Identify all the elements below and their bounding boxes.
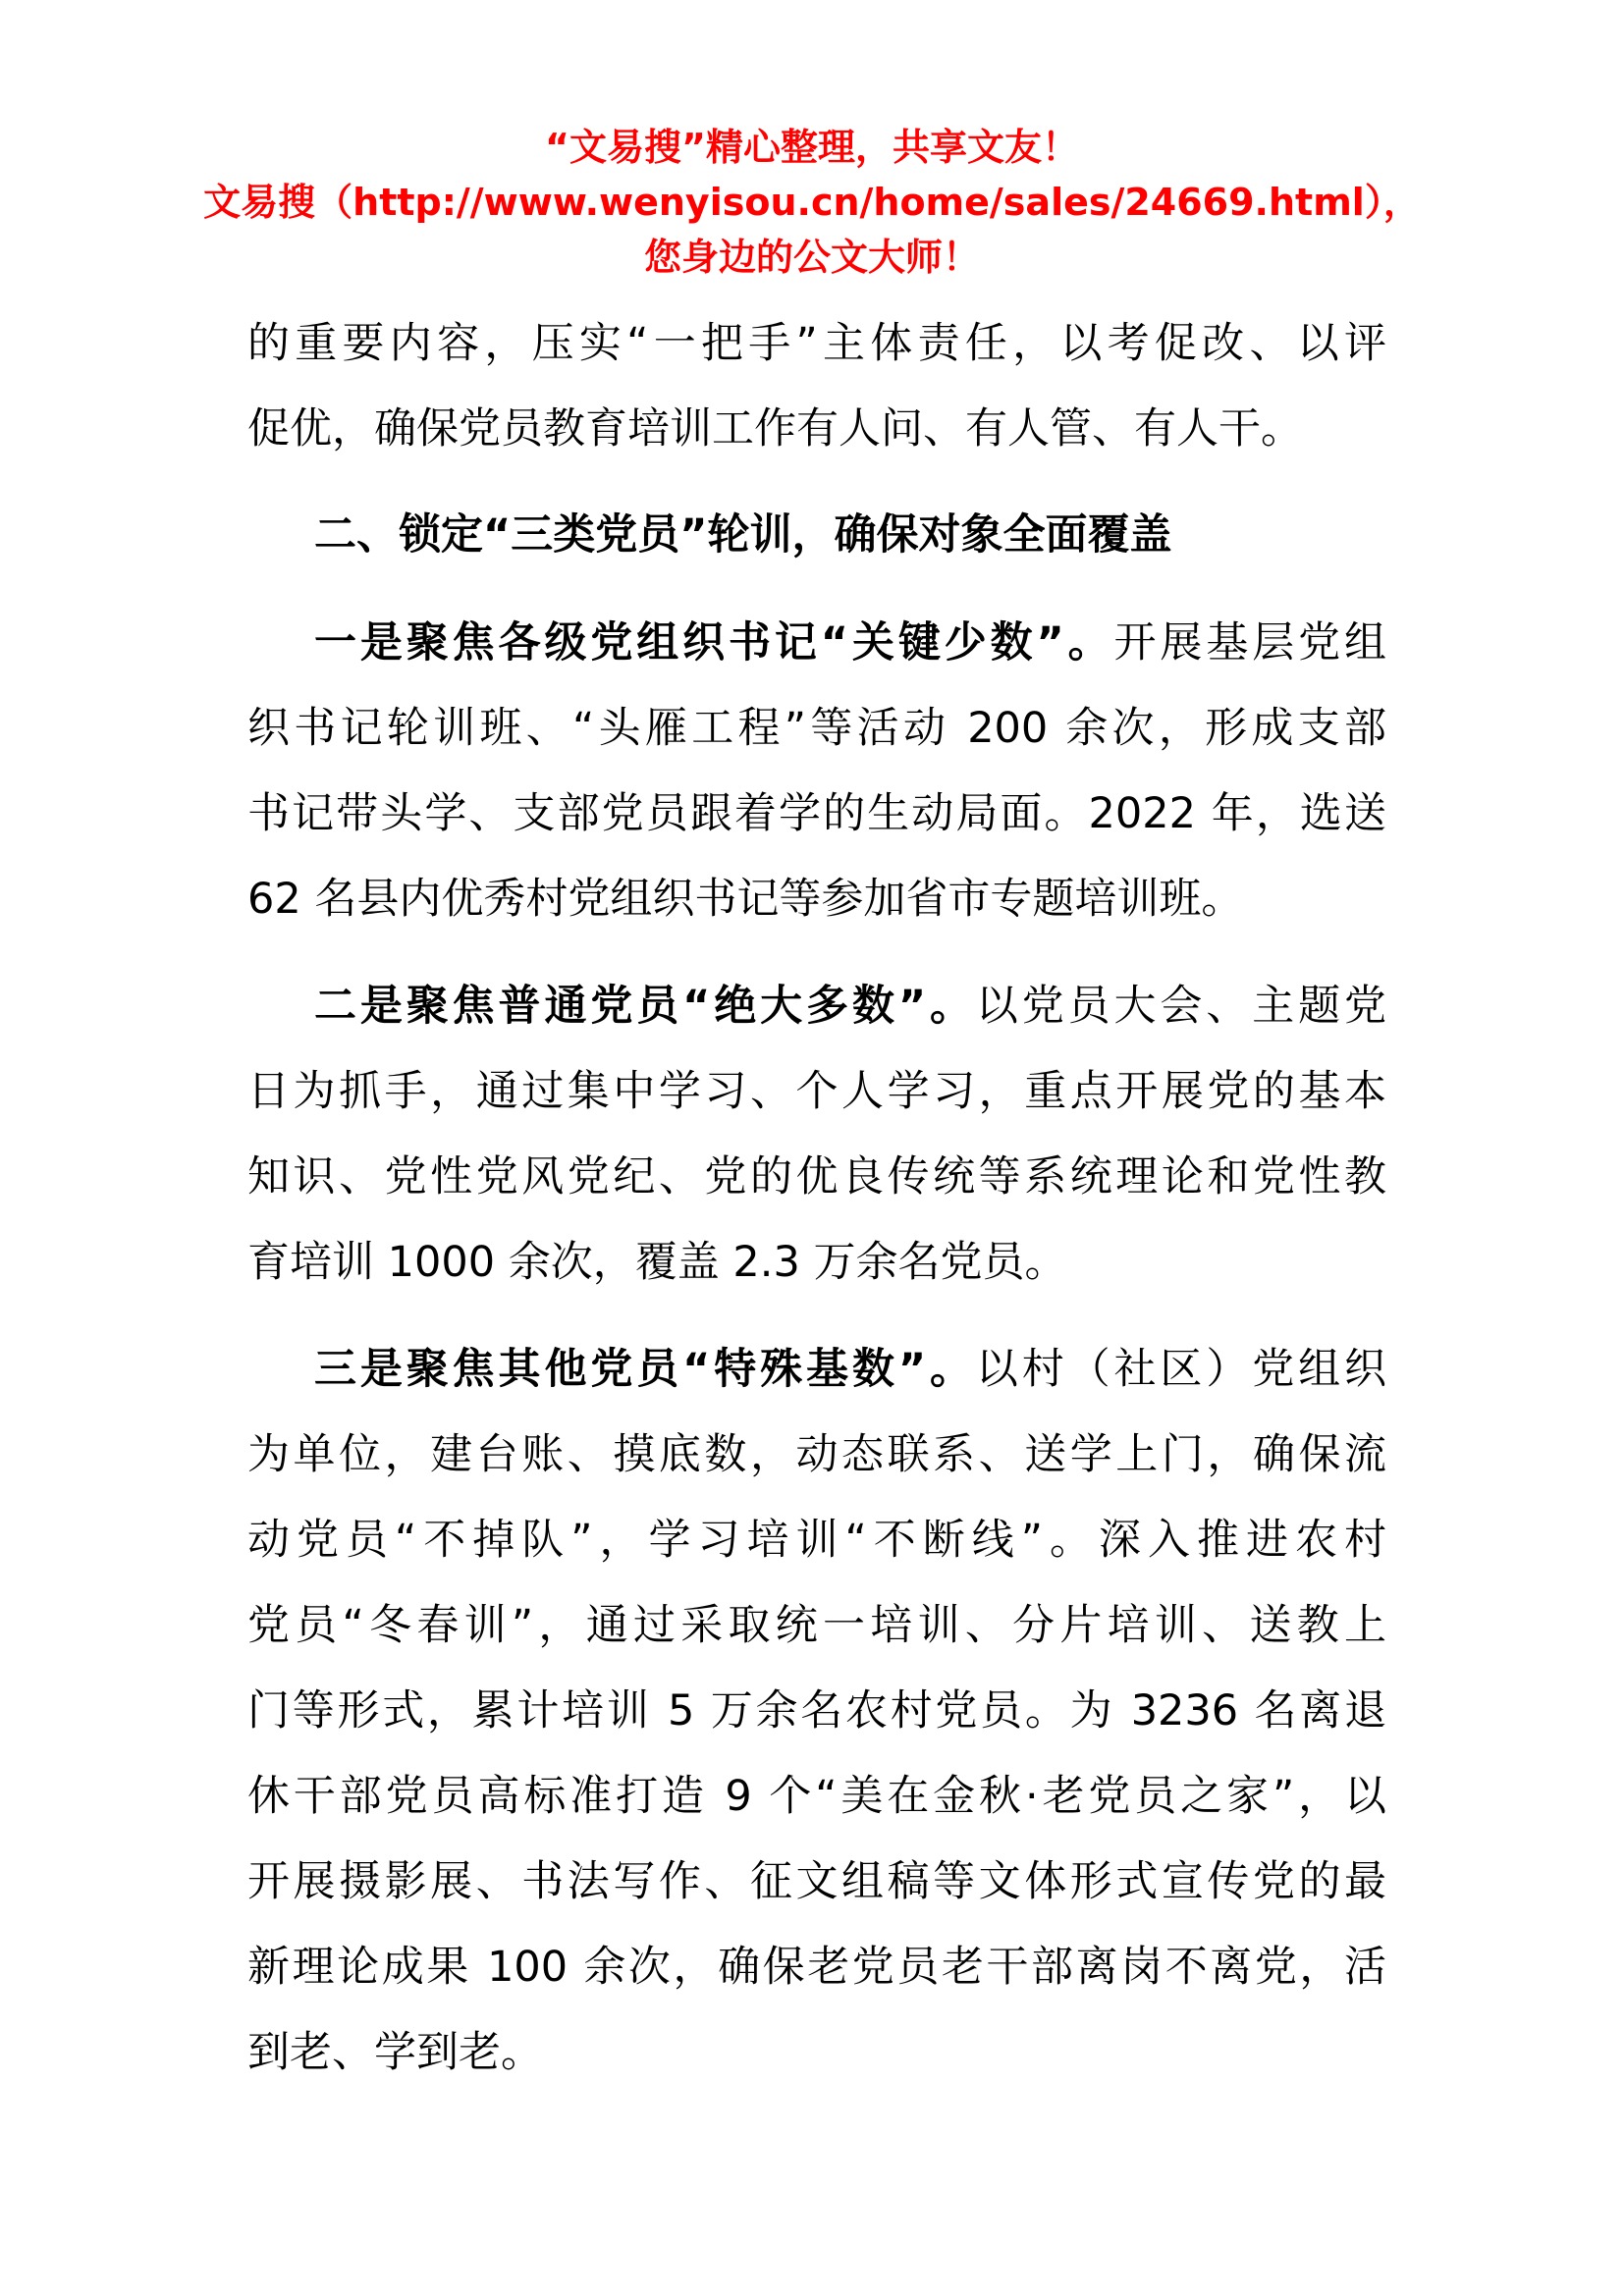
text-line: 促优，确保党员教育培训工作有人问、有人管、有人干。 — [247, 404, 1303, 454]
lead-bold: 一是聚焦各级党组织书记“关键少数”。 — [314, 618, 1114, 667]
text-line: 知识、党性党风党纪、党的优良传统等系统理论和党性教 — [247, 1152, 1386, 1201]
text-line — [247, 964, 1386, 1049]
heading-text: 二、锁定“三类党员”轮训，确保对象全面覆盖 — [314, 510, 1172, 560]
text-line: 织书记轮训班、“头雁工程”等活动 200 余次，形成支部 — [247, 704, 1386, 753]
text-span: 以党员大会、主题党 — [975, 982, 1386, 1031]
text-line: 育培训 1000 余次，覆盖 2.3 万余名党员。 — [247, 1238, 1067, 1287]
text-line: 开展摄影展、书法写作、征文组稿等文体形式宣传党的最 — [247, 1857, 1386, 1906]
text-line: 62 名县内优秀村党组织书记等参加省市专题培训班。 — [247, 875, 1244, 924]
text-line: 日为抓手，通过集中学习、个人学习，重点开展党的基本 — [247, 1067, 1386, 1116]
paragraph-3 — [247, 1327, 1386, 2096]
text-line: 动党员“不掉队”，学习培训“不断线”。深入推进农村 — [247, 1516, 1386, 1565]
watermark-header-line-1: “文易搜”精心整理，共享文友！ — [545, 126, 1079, 169]
paragraph-2 — [247, 964, 1386, 1306]
watermark-header-link-line: 文易搜（http://www.wenyisou.cn/home/sales/24669.html）， — [203, 181, 1421, 224]
text-line — [247, 1327, 1386, 1413]
text-line: 门等形式，累计培训 5 万余名农村党员。为 3236 名离退 — [247, 1686, 1386, 1735]
text-line: 党员“冬春训”，通过采取统一培训、分片培训、送教上 — [247, 1601, 1386, 1650]
text-line: 休干部党员高标准打造 9 个“美在金秋·老党员之家”，以 — [247, 1772, 1386, 1821]
text-line: 为单位，建台账、摸底数，动态联系、送学上门，确保流 — [247, 1430, 1386, 1479]
text-line: 的重要内容，压实“一把手”主体责任，以考促改、以评 — [247, 319, 1386, 368]
watermark-header-line-3: 您身边的公文大师！ — [643, 236, 980, 279]
paragraph-1 — [247, 601, 1386, 942]
text-line: 到老、学到老。 — [247, 2028, 543, 2077]
text-line: 新理论成果 100 余次，确保老党员老干部离岗不离党，活 — [247, 1943, 1386, 1992]
lead-bold: 三是聚焦其他党员“特殊基数”。 — [314, 1345, 976, 1394]
continuation-paragraph — [247, 301, 1386, 472]
text-line — [247, 601, 1386, 686]
lead-bold: 二是聚焦普通党员“绝大多数”。 — [314, 982, 976, 1031]
text-line: 书记带头学、支部党员跟着学的生动局面。2022 年，选送 — [247, 789, 1386, 838]
text-span: 以村（社区）党组织 — [975, 1345, 1386, 1394]
text-span: 开展基层党组 — [1113, 618, 1386, 667]
section-heading — [247, 493, 1386, 578]
